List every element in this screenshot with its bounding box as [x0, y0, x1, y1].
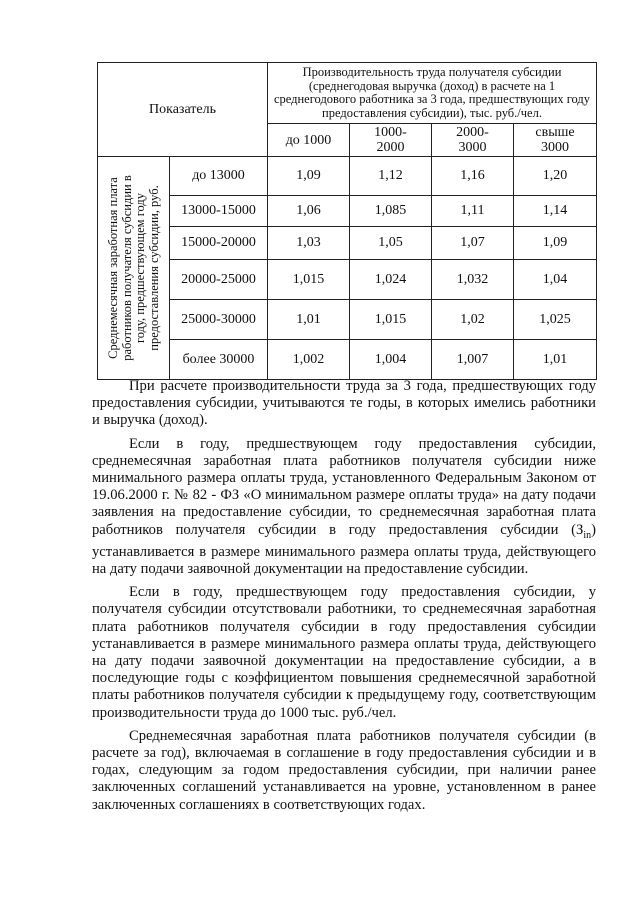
indicator-header: Показатель	[98, 63, 268, 157]
table-cell: 1,004	[350, 340, 432, 380]
column-header	[432, 124, 514, 157]
row-label: 13000-15000	[170, 196, 268, 227]
table-cell: 1,12	[350, 157, 432, 196]
table-cell: 1,06	[268, 196, 350, 227]
table-cell: 1,025	[514, 300, 597, 340]
table-cell: 1,05	[350, 227, 432, 260]
table-cell: 1,015	[350, 300, 432, 340]
table-cell: 1,02	[432, 300, 514, 340]
table-cell: 1,01	[514, 340, 597, 380]
table-cell: 1,16	[432, 157, 514, 196]
table-cell: 1,20	[514, 157, 597, 196]
column-header-part: 2000- 3000	[456, 125, 489, 155]
row-label: более 30000	[170, 340, 268, 380]
row-label: 15000-20000	[170, 227, 268, 260]
column-header-part: 1000- 2000	[374, 125, 407, 155]
column-header	[514, 124, 597, 157]
row-label: 25000-30000	[170, 300, 268, 340]
table-cell: 1,01	[268, 300, 350, 340]
paragraph: Среднемесячная заработная плата работников получателя субсидии (в расчете за год), включаемая в соглашение в году предоставления субсидии и в годах, следующим за годом предоставления субсидии, при наличии ранее заключенных соглашений устанавливается на уровне, установленном в ранее заключенных соглашениях в соответствующих годах.	[92, 727, 596, 813]
table-cell: 1,14	[514, 196, 597, 227]
table-cell: 1,09	[268, 157, 350, 196]
coefficient-table	[97, 62, 597, 380]
column-header	[350, 124, 432, 157]
table-cell: 1,024	[350, 260, 432, 300]
paragraph: Если в году, предшествующем году предоставления субсидии, среднемесячная заработная плата работников получателя субсидии ниже минимального размера оплаты труда, установленного Федеральным Законом от 19.06.2000 г. № 82 - ФЗ «О минимальном размере оплаты труда» на дату подачи заявления на предоставление субсидии, то среднемесячная заработная плата работников получателя субсидии в году предоставления субсидии $(З_{in})$ устанавливается в размере минимального размера оплаты труда, действующего на дату подачи заявочной документации на предоставление субсидии.	[92, 435, 596, 577]
body-text	[92, 378, 596, 820]
paragraph: Если в году, предшествующем году предоставления субсидии, у получателя субсидии отсутствовали работники, то среднемесячная заработная плата работников получателя субсидии в году предоставления субсидии устанавливается в размере минимального размера оплаты труда, действующего на дату подачи заявочной документации на предоставление субсидии, а в последующие годы с коэффициентом повышения среднемесячной заработной платы работников получателя субсидии к предыдущему году, соответствующим производительности труда до 1000 тыс. руб./чел.	[92, 584, 596, 721]
table-cell: 1,09	[514, 227, 597, 260]
salary-header: Среднемесячная заработная плата работников получателя субсидии в году, предшествующем году предоставления субсидии, руб.	[105, 175, 160, 361]
table-cell: 1,085	[350, 196, 432, 227]
table-cell: 1,007	[432, 340, 514, 380]
salary-header-cell	[98, 157, 170, 380]
table-cell: 1,002	[268, 340, 350, 380]
table-cell: 1,015	[268, 260, 350, 300]
row-label: до 13000	[170, 157, 268, 196]
table-cell: 1,03	[268, 227, 350, 260]
column-header-part: свыше 3000	[535, 125, 575, 155]
table-cell: 1,04	[514, 260, 597, 300]
paragraph: При расчете производительности труда за 3 года, предшествующих году предоставления субсидии, учитываются те годы, в которых имелись работники и выручка (доход).	[92, 378, 596, 429]
table-cell: 1,032	[432, 260, 514, 300]
column-header: до 1000	[268, 124, 350, 157]
row-label: 20000-25000	[170, 260, 268, 300]
table-cell: 1,07	[432, 227, 514, 260]
table-cell: 1,11	[432, 196, 514, 227]
subscript-in: in	[583, 529, 592, 541]
productivity-header: Производительность труда получателя субсидии (среднегодовая выручка (доход) в расчете на 1 среднегодового работника за 3 года, предшествующих году предоставления субсидии), тыс. руб./чел.	[268, 63, 597, 124]
